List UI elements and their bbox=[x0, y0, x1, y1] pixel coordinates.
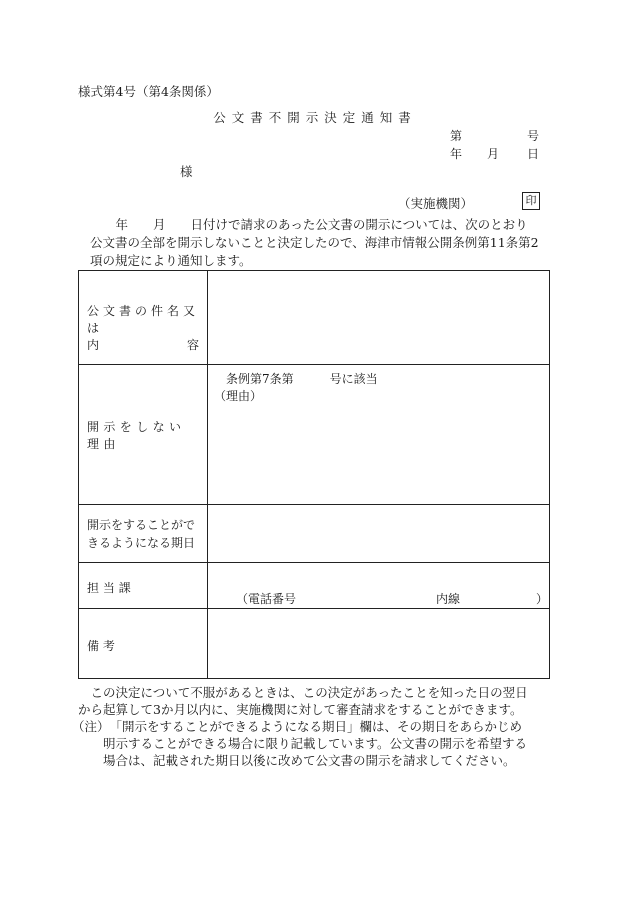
disclosure-date-label-cell bbox=[79, 505, 208, 563]
notice-table bbox=[78, 270, 550, 679]
department-label-3: 課 bbox=[118, 581, 131, 595]
reason-label-cell bbox=[79, 365, 208, 505]
note-line: （注） 「開示をすることができるようになる期日」欄は、その期日をあらかじめ bbox=[72, 719, 523, 734]
disclosure-date-value-cell[interactable] bbox=[208, 505, 550, 563]
subject-label-a: 公文書の件名又は bbox=[87, 304, 200, 335]
intro-line: 公文書の全部を開示しないことと決定したので、海津市情報公開条例第11条第2 bbox=[90, 235, 539, 250]
intro-line: 年 月 日付けで請求のあった公文書の開示については、次のとおり bbox=[78, 217, 528, 232]
subject-label-b1: 内 bbox=[87, 338, 100, 352]
department-label-1: 担 bbox=[87, 581, 100, 595]
number-suffix: 号 bbox=[527, 129, 540, 143]
extension-label: 内線 bbox=[436, 592, 461, 606]
addressee-suffix: 様 bbox=[180, 164, 193, 179]
notes-section bbox=[72, 684, 558, 769]
phone-label: （電話番号 bbox=[236, 592, 297, 606]
table-row bbox=[79, 563, 550, 609]
note-line: 明示することができる場合に限り記載しています。公文書の開示を希望する bbox=[78, 736, 528, 751]
note-line: 場合は、記載された期日以後に改めて公文書の開示を請求してください。 bbox=[78, 753, 516, 768]
note-line: この決定について不服があるときは、この決定があったことを知った日の翌日 bbox=[78, 685, 528, 700]
department-label-2: 当 bbox=[102, 581, 115, 595]
remarks-label-cell bbox=[79, 609, 208, 679]
department-label-cell bbox=[79, 563, 208, 609]
department-value-cell[interactable] bbox=[208, 563, 550, 609]
document-title: 公文書不開示決定通知書 bbox=[213, 110, 417, 125]
note-line: から起算して3か月以内に、実施機関に対して審査請求をすることができます。 bbox=[78, 702, 523, 717]
reason-value-cell[interactable] bbox=[208, 365, 550, 505]
table-row bbox=[79, 609, 550, 679]
reason-label: 開示をしない理由 bbox=[87, 419, 186, 451]
seal-mark: 印 bbox=[522, 192, 540, 210]
date-day: 日 bbox=[527, 147, 540, 161]
date-month: 月 bbox=[487, 147, 500, 161]
number-prefix: 第 bbox=[450, 129, 463, 143]
intro-paragraph bbox=[78, 216, 553, 270]
subject-label-cell bbox=[79, 271, 208, 365]
remarks-label-2: 考 bbox=[102, 639, 115, 653]
remarks-label-1: 備 bbox=[87, 639, 100, 653]
table-row bbox=[79, 365, 550, 505]
date-year: 年 bbox=[450, 147, 463, 161]
intro-line: 項の規定により通知します。 bbox=[90, 253, 252, 268]
disclosure-date-label-a: 開示をすることがで bbox=[87, 517, 196, 532]
implementing-agency: （実施機関） bbox=[398, 196, 474, 211]
table-row bbox=[79, 271, 550, 365]
table-row bbox=[79, 505, 550, 563]
disclosure-date-label-b: きるようになる期日 bbox=[87, 535, 196, 550]
reason-text: （理由） bbox=[214, 389, 263, 403]
clause-text: 条例第7条第 号に該当 bbox=[226, 372, 378, 386]
subject-label-b2: 容 bbox=[186, 338, 199, 352]
subject-value-cell[interactable] bbox=[208, 271, 550, 365]
form-number: 様式第4号（第4条関係） bbox=[78, 84, 219, 99]
phone-close-paren: ） bbox=[536, 592, 549, 606]
remarks-value-cell[interactable] bbox=[208, 609, 550, 679]
